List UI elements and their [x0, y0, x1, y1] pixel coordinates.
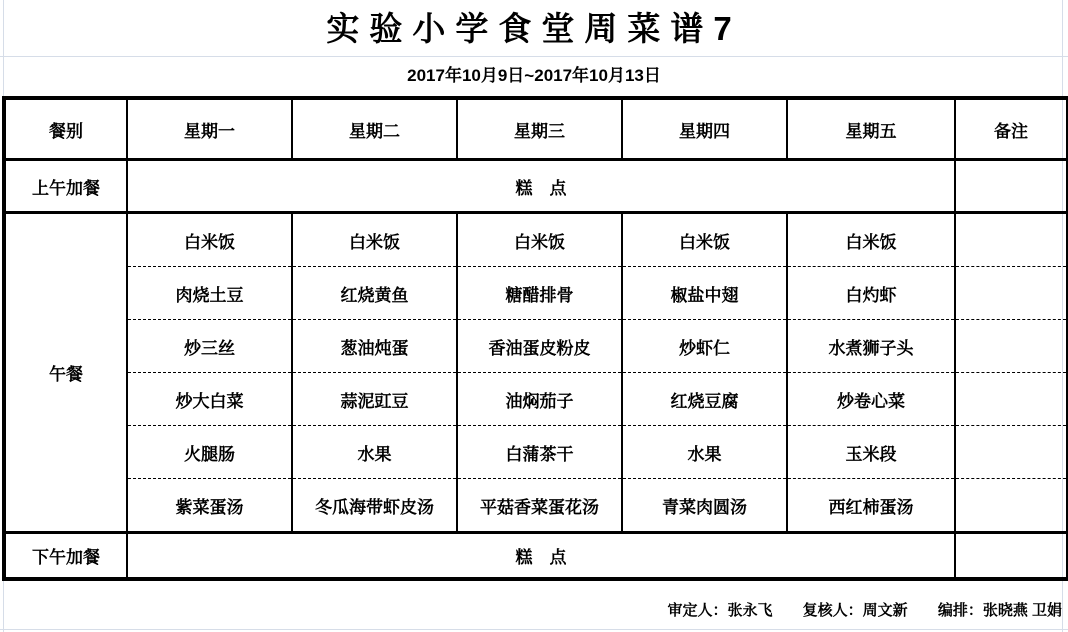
table-header-row — [4, 98, 1068, 160]
dish-cell: 水果 — [292, 426, 457, 479]
dish-cell: 肉烧土豆 — [127, 267, 292, 320]
afternoon-snack-row — [4, 533, 1068, 580]
lunch-row-vegetable — [4, 373, 1068, 426]
note-cell — [955, 426, 1068, 479]
dish-cell: 火腿肠 — [127, 426, 292, 479]
lunch-row-second-dish — [4, 320, 1068, 373]
lunch-row-main-dish — [4, 267, 1068, 320]
header-tuesday: 星期二 — [292, 98, 457, 160]
dish-cell: 糖醋排骨 — [457, 267, 622, 320]
dish-cell: 红烧黄鱼 — [292, 267, 457, 320]
dish-cell: 西红柿蛋汤 — [787, 479, 955, 533]
dish-cell: 油焖茄子 — [457, 373, 622, 426]
dish-cell: 白米饭 — [292, 213, 457, 267]
dish-cell: 白米饭 — [457, 213, 622, 267]
note-cell — [955, 320, 1068, 373]
dish-cell: 冬瓜海带虾皮汤 — [292, 479, 457, 533]
dish-cell: 香油蛋皮粉皮 — [457, 320, 622, 373]
dish-cell: 炒大白菜 — [127, 373, 292, 426]
header-meal-type: 餐别 — [4, 98, 127, 160]
morning-snack-label: 上午加餐 — [4, 160, 127, 213]
dish-cell: 红烧豆腐 — [622, 373, 787, 426]
gridline-bottom — [0, 629, 1068, 630]
lunch-row-side — [4, 426, 1068, 479]
afternoon-snack-label: 下午加餐 — [4, 533, 127, 580]
reviewer-signature: 复核人：周文新 — [802, 602, 908, 619]
dish-cell: 蒜泥豇豆 — [292, 373, 457, 426]
header-thursday: 星期四 — [622, 98, 787, 160]
note-cell — [955, 373, 1068, 426]
note-cell — [955, 267, 1068, 320]
dish-cell: 白米饭 — [787, 213, 955, 267]
date-range: 2017年10月9日~2017年10月13日 — [407, 66, 661, 85]
header-notes: 备注 — [955, 98, 1068, 160]
note-cell — [955, 213, 1068, 267]
header-monday: 星期一 — [127, 98, 292, 160]
dish-cell: 白米饭 — [127, 213, 292, 267]
lunch-row-soup — [4, 479, 1068, 533]
dish-cell: 水煮狮子头 — [787, 320, 955, 373]
dish-cell: 青菜肉圆汤 — [622, 479, 787, 533]
dish-cell: 白蒲茶干 — [457, 426, 622, 479]
dish-cell: 白米饭 — [622, 213, 787, 267]
signature-footer — [667, 596, 1062, 626]
dish-cell: 炒三丝 — [127, 320, 292, 373]
lunch-row-rice — [4, 213, 1068, 267]
note-cell — [955, 479, 1068, 533]
dish-cell: 水果 — [622, 426, 787, 479]
arranger-signature: 编排：张晓燕 卫娟 — [937, 602, 1062, 619]
lunch-label: 午餐 — [4, 213, 127, 533]
header-wednesday: 星期三 — [457, 98, 622, 160]
header-friday: 星期五 — [787, 98, 955, 160]
dish-cell: 炒卷心菜 — [787, 373, 955, 426]
dish-cell: 白灼虾 — [787, 267, 955, 320]
dish-cell: 平菇香菜蛋花汤 — [457, 479, 622, 533]
dish-cell: 玉米段 — [787, 426, 955, 479]
dish-cell: 紫菜蛋汤 — [127, 479, 292, 533]
dish-cell: 椒盐中翅 — [622, 267, 787, 320]
dish-cell: 葱油炖蛋 — [292, 320, 457, 373]
morning-snack-note-cell — [955, 160, 1068, 213]
approver-signature: 审定人：张永飞 — [667, 602, 773, 619]
weekly-menu-table — [2, 96, 1068, 581]
morning-snack-row — [4, 160, 1068, 213]
dish-cell: 炒虾仁 — [622, 320, 787, 373]
afternoon-snack-value: 糕 点 — [127, 533, 955, 580]
afternoon-snack-note-cell — [955, 533, 1068, 580]
morning-snack-value: 糕 点 — [127, 160, 955, 213]
page-title: 实验小学食堂周菜谱7 — [326, 10, 742, 47]
